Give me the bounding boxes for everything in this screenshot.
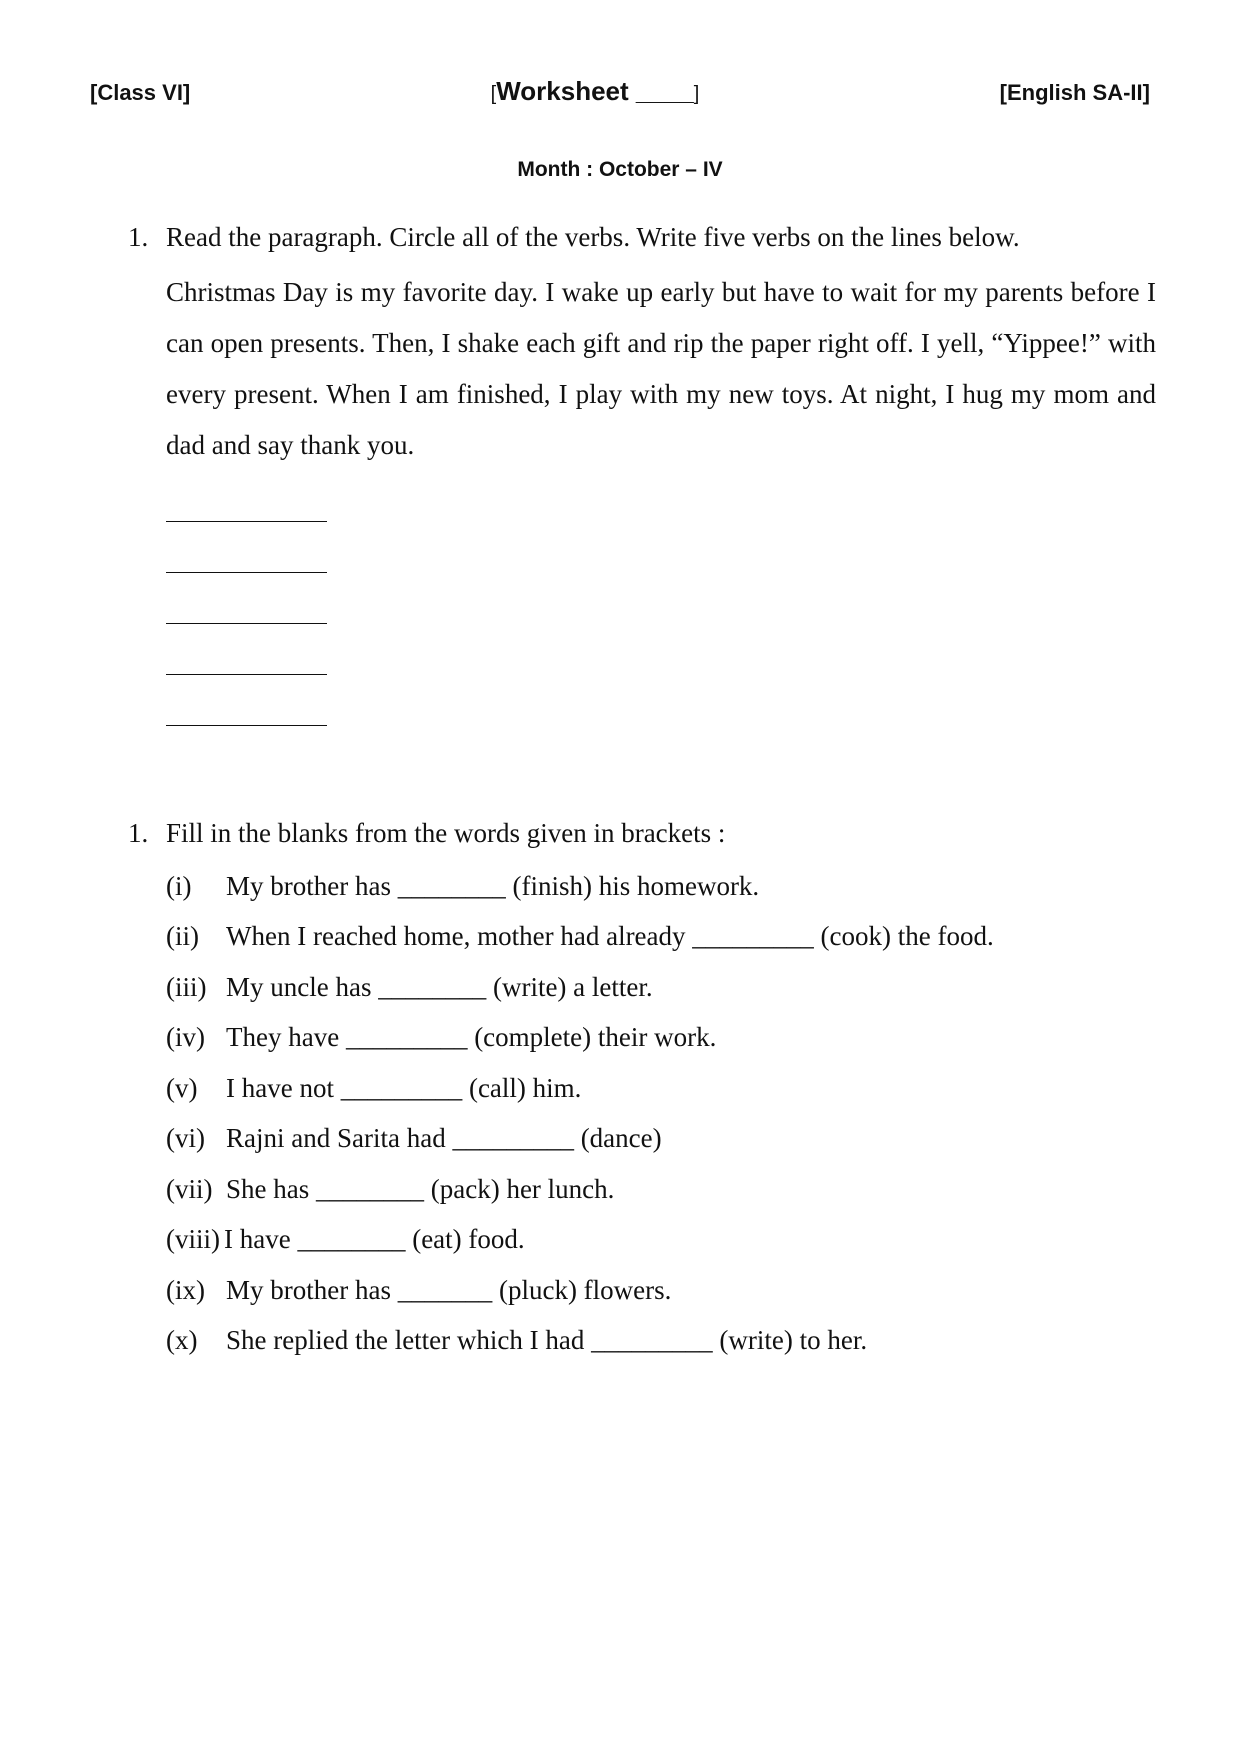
verb-paragraph: Christmas Day is my favorite day. I wake up early but have to wait for my parents before I can open presents. Then, I shake each gift and rip the paper right off. I yell, “Yippee!” with every present. When I am finished, I play with my new toys. At night, I hug my mom and dad and say thank you. xyxy=(166,277,1156,460)
item-number: (iv) xyxy=(166,1022,205,1053)
item-text: My brother has ________ (finish) his homework. xyxy=(226,870,760,901)
item-number: (vii) xyxy=(166,1173,213,1204)
item-number: (x) xyxy=(166,1325,198,1356)
answer-line[interactable] xyxy=(166,689,1158,740)
fill-blank-item xyxy=(166,1063,1158,1114)
worksheet-title-text: Worksheet ____ xyxy=(496,76,694,106)
question-2-number: 1. xyxy=(128,818,149,848)
item-text: My brother has _______ (pluck) flowers. xyxy=(226,1274,672,1305)
fill-blank-item xyxy=(166,1114,1158,1165)
worksheet-title xyxy=(491,76,700,107)
fill-blank-list xyxy=(166,861,1158,1366)
item-number: (ix) xyxy=(166,1274,205,1305)
item-text: When I reached home, mother had already _________ (cook) the food. xyxy=(226,921,994,952)
question-2 xyxy=(128,818,1158,1366)
item-number: (ii) xyxy=(166,921,199,952)
item-text: They have _________ (complete) their work. xyxy=(226,1022,717,1053)
answer-line[interactable] xyxy=(166,587,1158,638)
bracket-open: [ xyxy=(490,83,497,105)
item-number: (viii) xyxy=(166,1224,220,1255)
class-label: [Class VI] xyxy=(90,80,191,105)
fill-blank-item xyxy=(166,1265,1158,1316)
answer-line[interactable] xyxy=(166,638,1158,689)
fill-blank-item xyxy=(166,1215,1158,1266)
fill-blank-item xyxy=(166,1316,1158,1367)
item-text: She replied the letter which I had _________ (write) to her. xyxy=(226,1325,868,1356)
fill-blank-item xyxy=(166,912,1158,963)
item-text: I have ________ (eat) food. xyxy=(224,1224,525,1255)
fill-blank-item xyxy=(166,1013,1158,1064)
month-heading: Month : October – IV xyxy=(517,158,723,181)
answer-line[interactable] xyxy=(166,485,1158,536)
bracket-close: ] xyxy=(693,83,700,105)
fill-blank-item xyxy=(166,1164,1158,1215)
item-text: I have not _________ (call) him. xyxy=(226,1072,582,1103)
header xyxy=(90,76,1150,107)
subject-label: [English SA-II] xyxy=(999,80,1150,105)
fill-blank-item xyxy=(166,861,1158,912)
question-1-number: 1. xyxy=(128,222,149,252)
item-text: Rajni and Sarita had _________ (dance) xyxy=(226,1123,662,1154)
item-number: (v) xyxy=(166,1072,198,1103)
fill-blank-item xyxy=(166,962,1158,1013)
question-1-instruction: Read the paragraph. Circle all of the verbs. Write five verbs on the lines below. xyxy=(166,222,1020,252)
answer-lines xyxy=(166,485,1158,740)
question-2-instruction: Fill in the blanks from the words given in brackets : xyxy=(166,818,726,848)
item-number: (vi) xyxy=(166,1123,205,1154)
item-number: (i) xyxy=(166,870,192,901)
item-number: (iii) xyxy=(166,971,207,1002)
answer-line[interactable] xyxy=(166,536,1158,587)
item-text: My uncle has ________ (write) a letter. xyxy=(226,971,653,1002)
item-text: She has ________ (pack) her lunch. xyxy=(226,1173,615,1204)
question-1 xyxy=(128,222,1158,740)
